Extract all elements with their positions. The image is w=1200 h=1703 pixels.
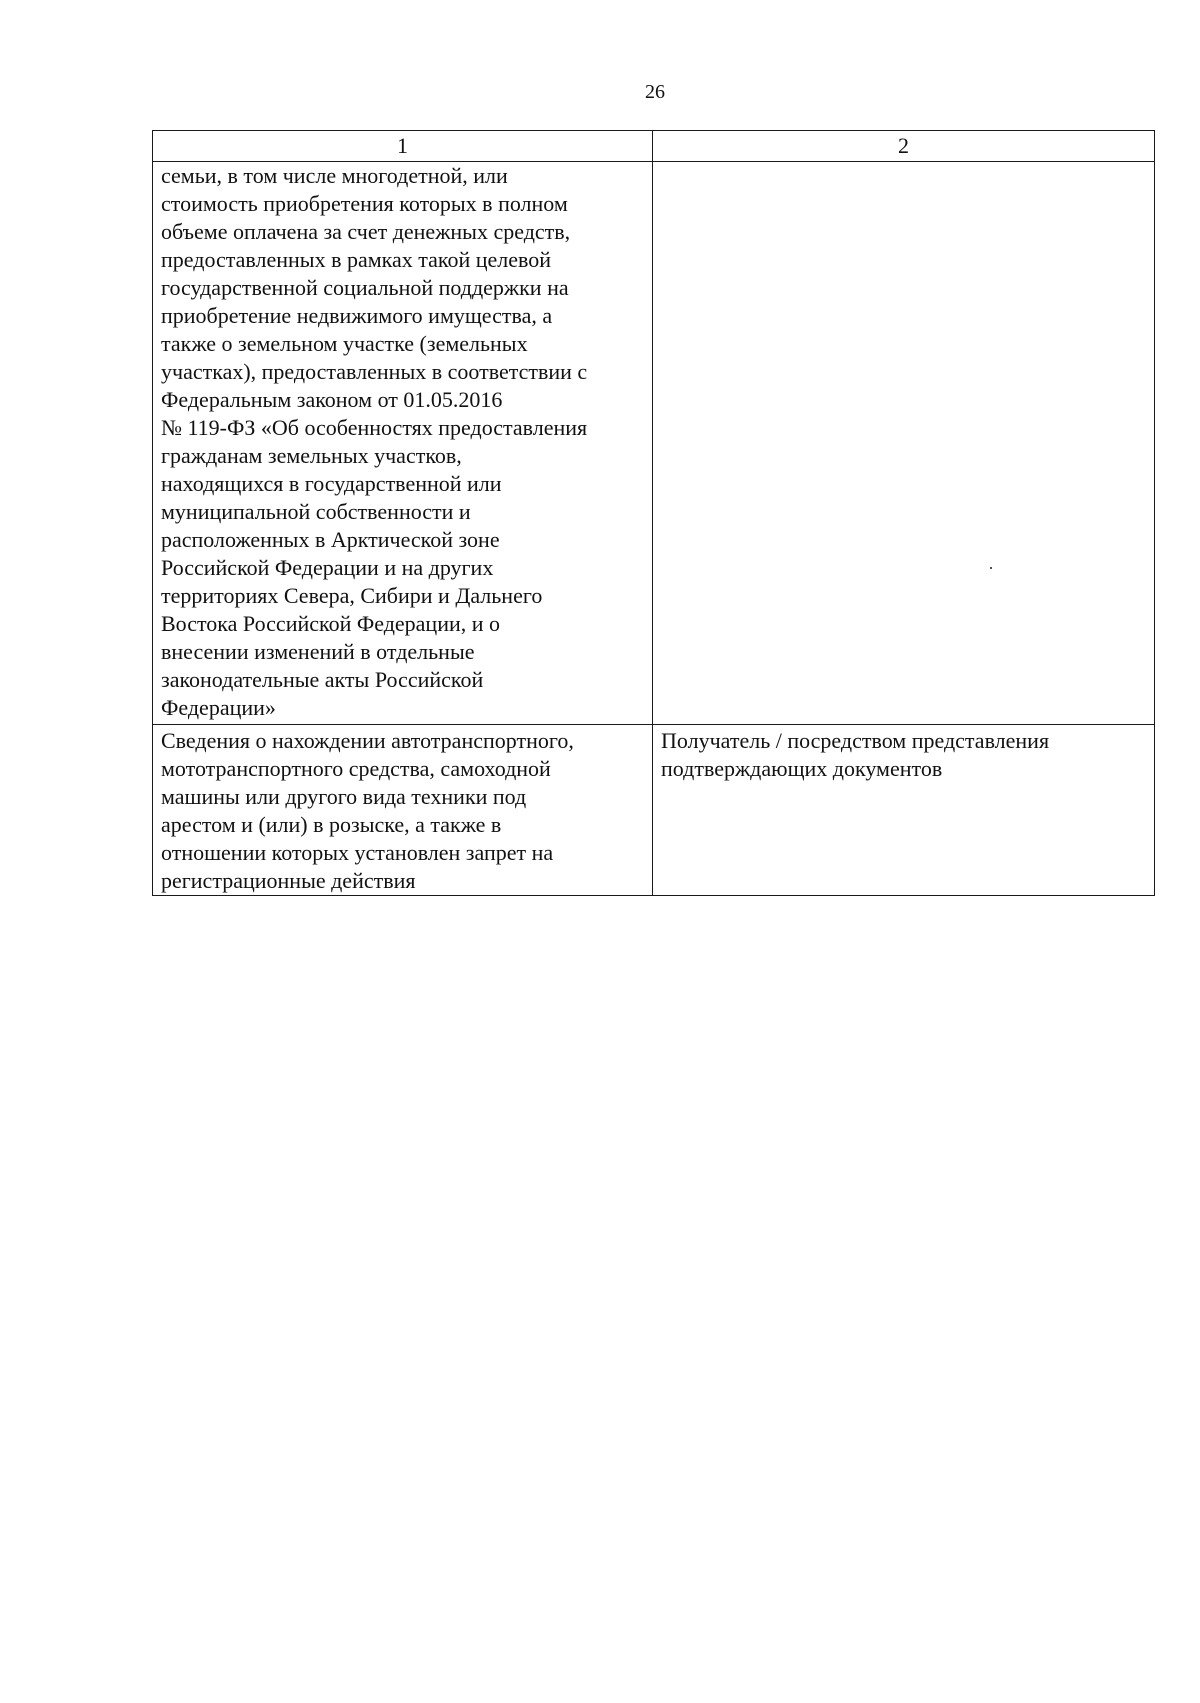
page-number: 26: [645, 81, 665, 103]
cell-text: семьи, в том числе многодетной, или стоимость приобретения которых в полном объеме оплачена за счет денежных средств, предоставленных в рамках такой целевой государственной социальной поддержки на приобретение недвижимого имущества, а также о земельном участке (земельных участках), предоставленных в соответствии с Федеральным законом от 01.05.2016 № 119-ФЗ «Об особенностях предоставления гражданам земельных участков, находящихся в государственной или муниципальной собственности и расположенных в Арктической зоне Российской Федерации и на других территориях Севера, Сибири и Дальнего Востока Российской Федерации, и о внесении изменений в отдельные законодательные акты Российской Федерации»: [161, 163, 588, 720]
cell-text: Получатель / посредством представления подтверждающих документов: [661, 728, 1050, 781]
table-cell-col1: [153, 162, 653, 725]
column-header-1: 1: [153, 131, 653, 162]
cell-text: Сведения о нахождении автотранспортного, мототранспортного средства, самоходной машины или другого вида техники под арестом и (или) в розыске, а также в отношении которых установлен запрет на регистрационные действия: [161, 728, 574, 893]
scan-speck: [990, 567, 992, 569]
document-table: [152, 130, 1155, 896]
table-cell-col2: [653, 162, 1155, 725]
table-cell-col2: [653, 725, 1155, 896]
table-header-row: [153, 131, 1155, 162]
table-row: [153, 162, 1155, 725]
table-cell-col1: [153, 725, 653, 896]
column-header-2: 2: [653, 131, 1155, 162]
table-row: [153, 725, 1155, 896]
